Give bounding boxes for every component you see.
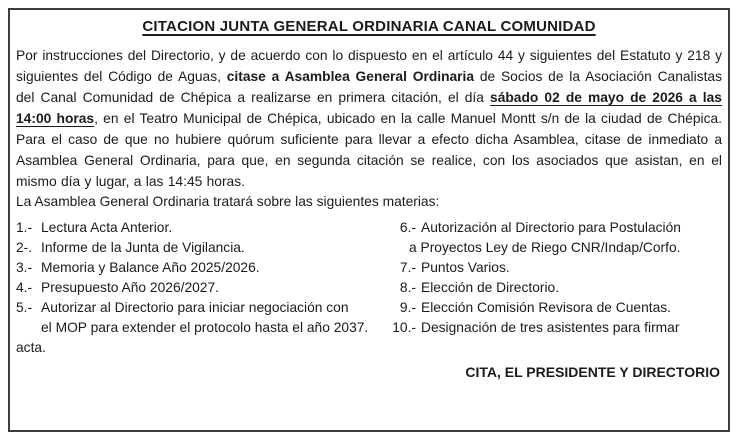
agenda-row (16, 298, 722, 318)
paragraph-text-segment: Por instrucciones del Directorio, y de acuerdo con lo dispuesto en el artículo 44 y siguientes del Estatuto y 218 y siguientes del Código de Aguas, (16, 48, 722, 84)
agenda-left-cell (16, 278, 391, 298)
agenda-row (16, 258, 722, 278)
agenda-row (16, 278, 722, 298)
agenda-item-number (16, 318, 41, 338)
agenda-item-text: Autorizar al Directorio para iniciar negociación con (41, 300, 349, 315)
agenda-right-cell (391, 258, 722, 278)
agenda-item-text: a Proyectos Ley de Riego CNR/Indap/Corfo. (409, 240, 681, 255)
agenda-item-number: 1.- (16, 220, 33, 235)
agenda-intro-line: La Asamblea General Ordinaria tratará sobre las siguientes materias: (16, 194, 440, 209)
closing-signature-line: CITA, EL PRESIDENTE Y DIRECTORIO (465, 364, 720, 380)
agenda-row (16, 318, 722, 338)
agenda-right-cell (391, 298, 722, 318)
agenda-item-text: Presupuesto Año 2026/2027. (41, 280, 219, 295)
agenda-right-cell (391, 238, 722, 258)
agenda-left-cell (16, 318, 391, 338)
agenda-right-cell (391, 218, 722, 238)
document-title (16, 17, 722, 37)
agenda-item-text: Designación de tres asistentes para firmar (421, 320, 680, 335)
agenda-item-number: 3.- (16, 260, 33, 275)
agenda-item-text: el MOP para extender el protocolo hasta el año 2037. (41, 320, 369, 335)
agenda-item-text: Autorización al Directorio para Postulación (421, 220, 681, 235)
agenda-item-text: Lectura Acta Anterior. (41, 220, 173, 235)
agenda-item-number: 10.- (392, 320, 416, 335)
agenda-item-text: acta. (16, 340, 46, 355)
paragraph-text-segment: sábado 02 de mayo de 2026 a las 14:00 horas (16, 90, 722, 126)
agenda-item-number: 8.- (399, 280, 416, 295)
notice-body-paragraph (16, 45, 722, 192)
agenda-row (16, 238, 722, 258)
paragraph-text-segment: citase a Asamblea General Ordinaria (226, 69, 475, 84)
paragraph-text-segment: , en el Teatro Municipal de Chépica, ubicado en la calle Manuel Montt s/n de la ciudad de Chépica. Para el caso de que no hubiere quórum suficiente para llevar a efecto dicha Asamblea, citase de inmediato a Asamblea General Ordinaria, para que, en segunda citación se realice, con los asociados que asistan, en el mismo día y lugar, a las 14:45 horas. (16, 111, 722, 189)
agenda-list (16, 218, 722, 358)
agenda-item-text: Memoria y Balance Año 2025/2026. (41, 260, 260, 275)
agenda-item-number: 6.- (399, 220, 416, 235)
agenda-item-number: 9.- (399, 300, 416, 315)
agenda-left-cell (16, 238, 391, 258)
agenda-item-number: 2-. (16, 240, 33, 255)
agenda-item-number: 5.- (16, 300, 33, 315)
agenda-left-cell (16, 258, 391, 278)
agenda-item-number (391, 338, 416, 358)
agenda-item-text: Informe de la Junta de Vigilancia. (41, 240, 245, 255)
agenda-right-cell (391, 338, 722, 358)
agenda-item-number: 7.- (399, 260, 416, 275)
paragraph-text-segment: de Socios de la Asociación Canalistas del Canal Comunidad de Chépica a realizarse en primera citación, el día (16, 69, 722, 105)
agenda-item-text: Puntos Varios. (421, 260, 510, 275)
agenda-item-number (391, 238, 404, 258)
agenda-right-cell (391, 278, 722, 298)
agenda-left-cell (16, 338, 391, 358)
agenda-item-text: Elección Comisión Revisora de Cuentas. (421, 300, 671, 315)
agenda-left-cell (16, 218, 391, 238)
notice-border-frame (8, 8, 730, 432)
agenda-item-number: 4.- (16, 280, 33, 295)
agenda-item-text: Elección de Directorio. (421, 280, 560, 295)
agenda-right-cell (391, 318, 722, 338)
agenda-row (16, 218, 722, 238)
document-title-text: CITACION JUNTA GENERAL ORDINARIA CANAL COMUNIDAD (142, 18, 596, 35)
agenda-row (16, 338, 722, 358)
agenda-left-cell (16, 298, 391, 318)
